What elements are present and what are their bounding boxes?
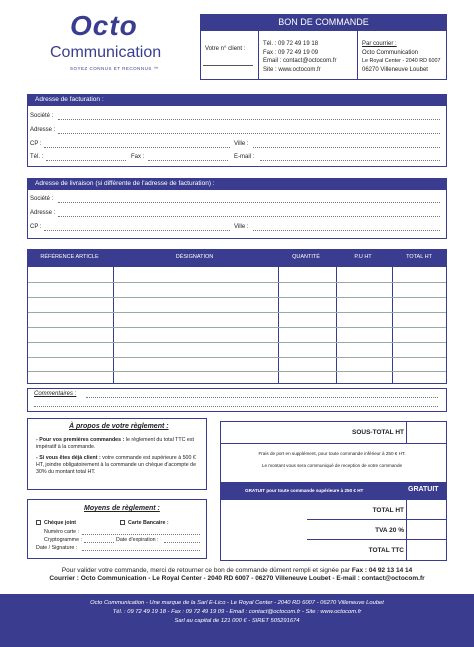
mail-label: Par courrier : bbox=[362, 41, 397, 47]
billing-cp-label: CP : bbox=[30, 141, 42, 147]
billing-cp-field[interactable] bbox=[44, 147, 230, 148]
col-quantity: QUANTITÉ bbox=[292, 254, 320, 260]
mail-address bbox=[362, 40, 441, 74]
billing-societe-label: Société : bbox=[30, 113, 54, 119]
validation-instructions bbox=[0, 567, 474, 583]
crypto-field[interactable] bbox=[84, 542, 114, 543]
shipping-societe-label: Société : bbox=[30, 196, 54, 202]
shipping-ville-label: Ville : bbox=[234, 224, 249, 230]
payment-means-fields bbox=[36, 519, 204, 552]
col-divider bbox=[392, 267, 393, 383]
shipping-note bbox=[232, 450, 432, 469]
order-divider-2 bbox=[357, 30, 358, 80]
order-title: BON DE COMMANDE bbox=[200, 14, 447, 30]
table-row[interactable] bbox=[28, 342, 446, 343]
col-divider bbox=[113, 267, 114, 383]
table-row[interactable] bbox=[28, 371, 446, 372]
contact-site: Site : www.octocom.fr bbox=[263, 66, 321, 73]
table-row[interactable] bbox=[28, 282, 446, 283]
payment-client-text: votre commande est supérieure à 500 € HT, joindre obligatoirement à la commande un chèque d'acompte de 30% du montant total HT. bbox=[36, 455, 197, 475]
payment-first-text: le règlement du total TTC est impératif à la commande. bbox=[36, 437, 194, 450]
shipping-cp-field[interactable] bbox=[44, 230, 230, 231]
validation-address: Courrier : Octo Communication - Le Royal Center - 2040 RD 6007 - 06270 Villeneuve Loubet - E-mail : contact@octocom.fr bbox=[49, 575, 425, 582]
subtotal-value[interactable] bbox=[407, 422, 446, 442]
comments-line[interactable] bbox=[34, 406, 438, 407]
company-logo bbox=[40, 10, 190, 80]
shipping-header: Adresse de livraison (si différente de l'adresse de facturation) : bbox=[27, 178, 447, 189]
footer-line2: Tél. : 09 72 49 19 18 - Fax : 09 72 49 19 09 - Email : contact@octocom.fr - Site : www.octocom.fr bbox=[112, 609, 362, 615]
shipping-societe-field[interactable] bbox=[58, 202, 440, 203]
cheque-checkbox[interactable] bbox=[36, 520, 41, 525]
footer-line1: Octo Communication - Une marque de la Sarl E-Lico - Le Royal Center - 2040 RD 6007 - 06270 Villeneuve Loubet bbox=[90, 600, 384, 606]
contact-tel: Tél. : 09 72 49 19 18 bbox=[263, 41, 319, 47]
billing-email-label: E-mail : bbox=[234, 154, 255, 160]
order-table-body bbox=[27, 266, 447, 384]
table-row[interactable] bbox=[28, 327, 446, 328]
table-row[interactable] bbox=[28, 357, 446, 358]
totals-divider bbox=[220, 443, 447, 444]
tva-value[interactable] bbox=[407, 520, 446, 538]
expiry-field[interactable] bbox=[164, 542, 200, 543]
total-ttc-label: TOTAL TTC bbox=[368, 547, 404, 554]
payment-title: À propos de votre règlement : bbox=[69, 423, 169, 430]
shipping-note-line2: Le montant vous sera communiqué de reception de votre commande bbox=[261, 463, 403, 468]
logo-tagline: SOYEZ CONNUS ET RECONNUS ™ bbox=[70, 66, 159, 71]
col-total: TOTAL HT bbox=[406, 254, 432, 260]
billing-ville-field[interactable] bbox=[253, 147, 440, 148]
billing-email-field[interactable] bbox=[260, 160, 440, 161]
col-divider bbox=[278, 267, 279, 383]
card-number-label: Numéro carte : bbox=[44, 529, 80, 535]
order-divider-1 bbox=[258, 30, 259, 80]
mail-line3: 06270 Villeneuve Loubet bbox=[362, 66, 428, 73]
footer-line3: Sarl au capital de 121 000 € - SIRET 505291674 bbox=[174, 618, 300, 624]
payment-client-bold: - Si vous êtes déjà client : bbox=[36, 455, 101, 461]
contact-fax: Fax : 09 72 49 19 09 bbox=[263, 49, 319, 56]
card-label: Carte Bancaire : bbox=[128, 520, 169, 526]
billing-societe-field[interactable] bbox=[58, 119, 440, 120]
shipping-cp-label: CP : bbox=[30, 224, 42, 230]
billing-tel-label: Tél. : bbox=[30, 154, 44, 160]
logo-name: Communication bbox=[50, 44, 162, 61]
free-shipping-note: GRATUIT pour toute commande supérieure à 250 € HT bbox=[245, 488, 364, 493]
card-number-field[interactable] bbox=[82, 534, 200, 535]
billing-adresse-label: Adresse : bbox=[30, 127, 56, 133]
mail-line1: Octo Communication bbox=[362, 49, 419, 56]
total-ht-value[interactable] bbox=[407, 501, 446, 519]
cheque-label: Chèque joint bbox=[44, 520, 77, 526]
shipping-ville-field[interactable] bbox=[253, 230, 440, 231]
shipping-adresse-label: Adresse : bbox=[30, 210, 56, 216]
billing-ville-label: Ville : bbox=[234, 141, 249, 147]
payment-means-title: Moyens de règlement : bbox=[84, 505, 160, 512]
subtotal-label: SOUS-TOTAL HT bbox=[352, 429, 404, 436]
expiry-label: Date d'expiration : bbox=[116, 537, 159, 543]
billing-adresse-field[interactable] bbox=[58, 133, 440, 134]
comments-line[interactable] bbox=[86, 397, 438, 398]
payment-text bbox=[36, 437, 204, 476]
client-number-label: Votre n° client : bbox=[205, 46, 246, 52]
col-reference: RÉFÉRENCE ARTICLE bbox=[40, 254, 99, 260]
validation-fax: Fax : 04 92 13 14 14 bbox=[351, 567, 413, 574]
shipping-adresse-field[interactable] bbox=[58, 216, 440, 217]
page-footer bbox=[0, 594, 474, 647]
col-designation: DÉSIGNATION bbox=[175, 254, 214, 260]
col-divider bbox=[336, 267, 337, 383]
billing-fax-field[interactable] bbox=[148, 160, 228, 161]
tva-label: TVA 20 % bbox=[375, 527, 404, 534]
mail-line2: Le Royal Center - 2040 RD 6007 bbox=[362, 58, 441, 64]
free-shipping-label: GRATUIT bbox=[408, 486, 439, 493]
comments-label: Commentaires : bbox=[34, 391, 77, 397]
billing-header: Adresse de facturation : bbox=[27, 94, 447, 105]
client-number-field[interactable] bbox=[203, 65, 253, 66]
signature-field[interactable] bbox=[82, 550, 200, 551]
col-unit-price: P.U HT bbox=[354, 254, 372, 260]
validation-text: Pour valider votre commande, merci de retourner ce bon de commande dûment rempli et signée par bbox=[61, 567, 352, 574]
crypto-label: Cryptogramme : bbox=[44, 537, 82, 543]
contact-email: Email : contact@octocom.fr bbox=[263, 58, 337, 64]
date-signature-label: Date / Signature : bbox=[36, 545, 78, 551]
logo-brand: Octo bbox=[70, 10, 138, 41]
total-ttc-value[interactable] bbox=[407, 540, 446, 560]
order-table-header bbox=[27, 249, 447, 266]
billing-fax-label: Fax : bbox=[131, 154, 145, 160]
shipping-box bbox=[27, 189, 447, 239]
contact-info bbox=[263, 40, 336, 74]
table-row[interactable] bbox=[28, 312, 446, 313]
billing-tel-field[interactable] bbox=[46, 160, 126, 161]
comments-box[interactable] bbox=[27, 388, 447, 412]
card-checkbox[interactable] bbox=[120, 520, 125, 525]
total-ht-label: TOTAL HT bbox=[372, 507, 404, 514]
shipping-note-line1: Frais de port en supplément, pour toute commande inférieur à 250 € HT. bbox=[258, 451, 406, 456]
table-row[interactable] bbox=[28, 297, 446, 298]
payment-first-bold: - Pour vos premières commandes : bbox=[36, 437, 125, 443]
